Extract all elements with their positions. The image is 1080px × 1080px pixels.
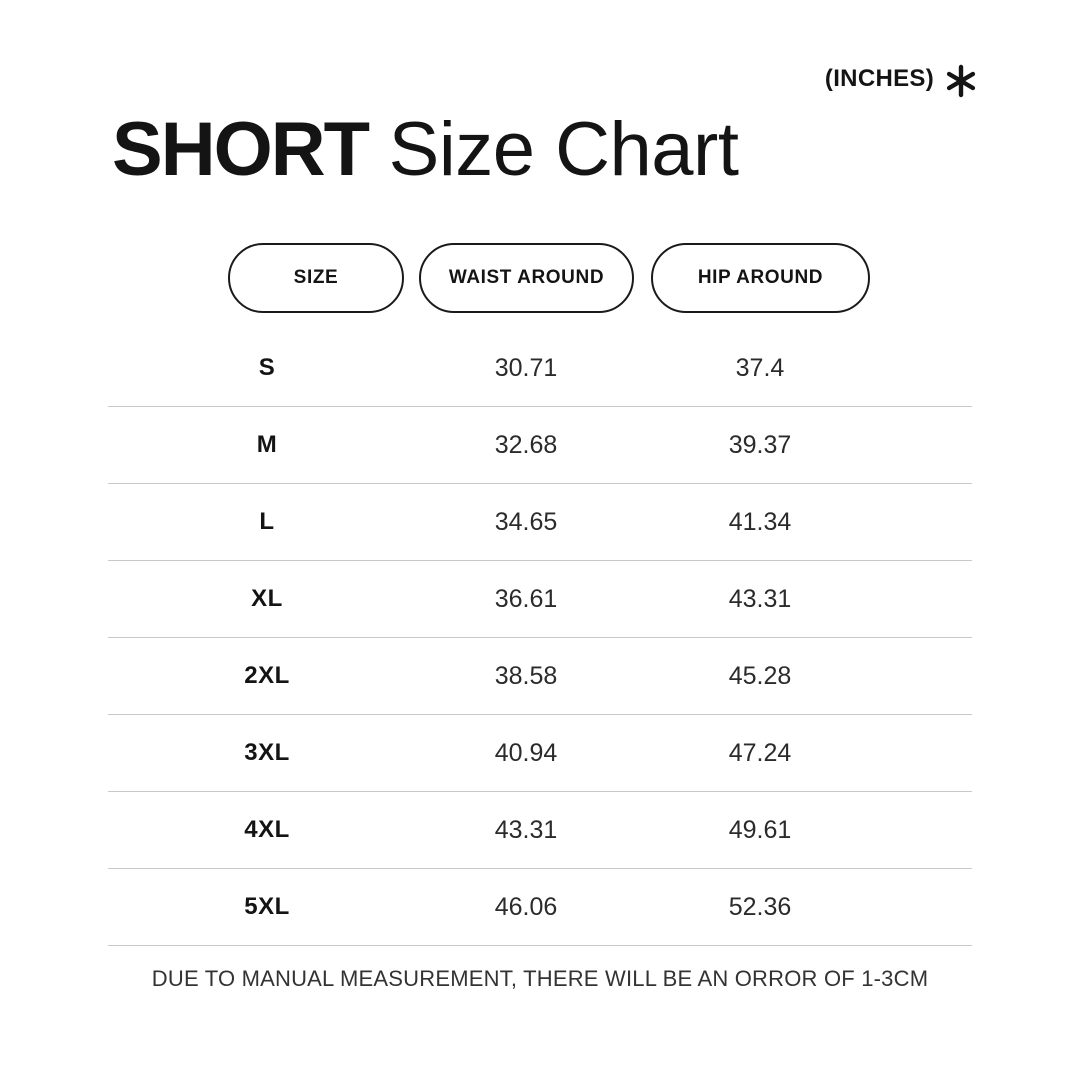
size-table [108,330,972,946]
cell-hip: 39.37 [728,431,792,459]
cell-waist: 46.06 [494,893,558,921]
cell-waist: 36.61 [494,585,558,613]
cell-hip: 37.4 [735,354,785,382]
asterisk-icon [944,64,978,98]
table-row [108,869,972,946]
cell-size: 2XL [244,662,290,689]
header-pill-hip [651,243,870,313]
page-title [112,104,738,196]
unit-label: (INCHES) [824,65,934,92]
cell-size: 3XL [244,739,290,766]
table-header-row [0,243,1080,315]
page-title-bold: SHORT [112,107,368,192]
header-pill-waist [419,243,634,313]
header-label-hip: HIP AROUND [697,267,824,288]
cell-size: M [256,431,278,458]
cell-hip: 43.31 [728,585,792,613]
header-label-size: SIZE [293,267,339,288]
measurement-disclaimer: DUE TO MANUAL MEASUREMENT, THERE WILL BE AN ORROR OF 1-3CM [151,966,929,991]
cell-waist: 34.65 [494,508,558,536]
cell-size: L [259,508,275,535]
page-title-light [368,107,389,192]
table-row [108,561,972,638]
header-pill-size [228,243,404,313]
cell-hip: 47.24 [728,739,792,767]
cell-size: XL [251,585,283,612]
page-title-light-text: Size Chart [388,107,739,192]
cell-waist: 38.58 [494,662,558,690]
cell-waist: 30.71 [494,354,558,382]
cell-size: 5XL [244,893,290,920]
cell-waist: 32.68 [494,431,558,459]
cell-waist: 43.31 [494,816,558,844]
cell-hip: 41.34 [728,508,792,536]
cell-hip: 45.28 [728,662,792,690]
cell-hip: 52.36 [728,893,792,921]
header-label-waist: WAIST AROUND [448,267,605,288]
unit-badge [825,62,978,96]
table-row [108,330,972,407]
table-row [108,715,972,792]
table-row [108,792,972,869]
table-row [108,638,972,715]
cell-hip: 49.61 [728,816,792,844]
cell-size: S [258,354,276,381]
table-row [108,484,972,561]
cell-waist: 40.94 [494,739,558,767]
table-row [108,407,972,484]
cell-size: 4XL [244,816,290,843]
